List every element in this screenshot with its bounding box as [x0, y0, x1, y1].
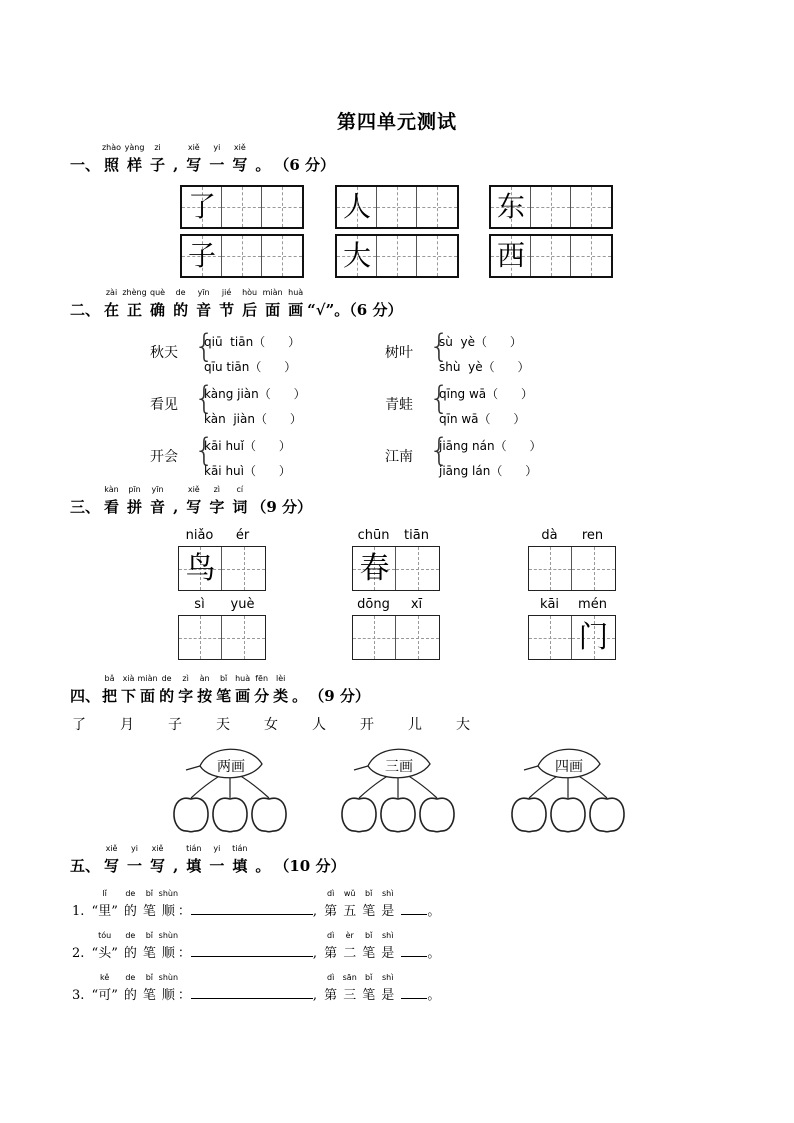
q-char: 三 sān: [342, 973, 357, 1003]
period: 。: [427, 946, 441, 961]
pinyin: bǐ: [365, 931, 373, 940]
word-label: 秋天: [150, 345, 178, 361]
pinyin: shùn: [158, 889, 179, 898]
pinyin: chūn: [357, 528, 390, 543]
answer-blank[interactable]: [191, 902, 313, 915]
q-char: 笔 bǐ: [142, 973, 156, 1003]
heading-char: 正 zhèng: [122, 288, 147, 319]
word-label: 看见: [150, 397, 178, 413]
pinyin: tián: [186, 844, 202, 853]
pinyin: huà: [288, 288, 304, 297]
apple[interactable]: [590, 798, 624, 832]
heading-char: 面 miàn: [137, 674, 158, 705]
q-char: “头” tóu: [91, 931, 118, 961]
apple[interactable]: [551, 798, 585, 832]
heading-char: 子 zi: [150, 143, 166, 174]
pinyin: ren: [581, 528, 604, 543]
q-char: 顺 shùn: [158, 931, 179, 961]
pinyin: cí: [236, 485, 244, 494]
sample-char: 了: [187, 190, 216, 223]
pinyin: zài: [105, 288, 118, 297]
writing-grid[interactable]: [528, 615, 616, 660]
answer-blank[interactable]: [191, 944, 313, 957]
q-char: 顺 shùn: [158, 889, 179, 919]
q-char: 笔 bǐ: [142, 931, 156, 961]
writing-grid[interactable]: [489, 185, 613, 229]
brace: {: [429, 327, 450, 365]
char: 了: [72, 717, 86, 733]
pinyin: lǐ: [102, 889, 107, 898]
apple-tree: [342, 749, 454, 832]
heading-char: 分 fēn: [254, 674, 270, 705]
char: 大: [456, 717, 470, 733]
section-number: 四、: [70, 687, 101, 705]
heading-char: 样 yàng: [124, 143, 145, 174]
char: 天: [216, 717, 230, 733]
pinyin: mén: [578, 597, 607, 612]
pinyin: dà: [541, 528, 558, 543]
writing-grid[interactable]: [178, 546, 266, 591]
brace: {: [429, 431, 450, 469]
pinyin: de: [175, 288, 186, 297]
pinyin: shì: [381, 973, 394, 982]
fill-line: [72, 973, 441, 1003]
colon: ：: [177, 946, 191, 961]
q-char: 笔 bǐ: [142, 889, 156, 919]
heading-char: 的 de: [173, 288, 189, 319]
heading-char: 面 miàn: [262, 288, 283, 319]
pinyin: zhèng: [122, 288, 147, 297]
pinyin: àn: [199, 674, 210, 683]
pinyin: tián: [232, 844, 248, 853]
word-label: 开会: [150, 449, 178, 465]
pinyin: dì: [327, 973, 335, 982]
leaf-stalk: [524, 766, 538, 770]
q-char: 是 shì: [381, 973, 395, 1003]
heading-char: 按 àn: [197, 674, 213, 705]
brace: {: [194, 327, 215, 365]
pinyin: zhào: [101, 143, 122, 152]
q-char: 笔 bǐ: [362, 889, 376, 919]
section-number: 五、: [70, 857, 101, 875]
char: 儿: [408, 717, 422, 733]
pinyin: pīn: [128, 485, 141, 494]
word-label: 青蛙: [385, 397, 413, 413]
pinyin: fēn: [255, 674, 269, 683]
page-title: 第四单元测试: [336, 111, 457, 133]
pinyin: bǐ: [145, 973, 154, 982]
q-char: 笔 bǐ: [362, 973, 376, 1003]
heading-char: 音 yīn: [196, 288, 212, 319]
comma: ,: [312, 904, 322, 919]
heading-char: 看 kàn: [104, 485, 120, 516]
pinyin: hòu: [242, 288, 258, 297]
pinyin: yi: [213, 143, 221, 152]
pinyin: xiě: [233, 143, 246, 152]
pinyin: yi: [213, 844, 221, 853]
pinyin: miàn: [262, 288, 283, 297]
section-number: 三、: [70, 498, 101, 516]
pinyin-option[interactable]: kàn jiàn（ ）: [204, 412, 302, 426]
pinyin-option[interactable]: qīn wā（ ）: [439, 412, 526, 426]
pinyin: kàn: [104, 485, 119, 494]
apple[interactable]: [342, 798, 376, 832]
heading-char: 在 zài: [104, 288, 120, 319]
section-number: 二、: [70, 301, 101, 319]
heading-char: 音 yīn: [150, 485, 166, 516]
pinyin-option[interactable]: qīng wā（ ）: [439, 387, 534, 401]
writing-grid[interactable]: [335, 234, 459, 278]
sample-char: 人: [342, 190, 371, 223]
char: 人: [312, 717, 326, 733]
pinyin: xiě: [151, 844, 164, 853]
heading-char: 画 huà: [235, 674, 251, 705]
writing-grid[interactable]: [352, 615, 440, 660]
apple-trees: [0, 740, 794, 835]
brace: {: [194, 379, 215, 417]
leaf-stalk: [186, 766, 200, 770]
pinyin-option[interactable]: kàng jiàn（ ）: [204, 387, 306, 401]
apple[interactable]: [381, 798, 415, 832]
pinyin-option[interactable]: shù yè（ ）: [439, 360, 530, 374]
fill-line: [72, 931, 441, 961]
sample-char: 东: [496, 190, 525, 223]
pinyin: bǐ: [365, 973, 373, 982]
pinyin: shì: [381, 931, 394, 940]
section-5-heading: [70, 844, 346, 876]
word-label: 江南: [385, 449, 413, 465]
heading-char: 写 xiě: [150, 844, 166, 875]
q-char: 第 dì: [324, 889, 338, 919]
fill-line: [72, 889, 441, 919]
answer-blank[interactable]: [401, 944, 427, 957]
heading-char: 笔 bǐ: [216, 674, 232, 705]
pinyin: niǎo: [185, 528, 214, 543]
apple[interactable]: [174, 798, 208, 832]
line-number: 2.: [72, 946, 89, 961]
writing-grid[interactable]: [528, 546, 616, 591]
char: 子: [168, 717, 182, 733]
pinyin: dì: [327, 931, 335, 940]
heading-text: [100, 844, 274, 875]
heading-char: 后 hòu: [242, 288, 258, 319]
pinyin: zì: [182, 674, 189, 683]
pinyin: bǐ: [145, 889, 154, 898]
writing-grid[interactable]: [178, 615, 266, 660]
heading-char: 下 xià: [121, 674, 137, 705]
writing-grid[interactable]: [180, 234, 304, 278]
heading-char: 写 xiě: [186, 143, 202, 174]
heading-text: [100, 288, 307, 319]
pinyin-option[interactable]: sù yè（ ）: [439, 335, 522, 349]
pinyin: yuè: [230, 597, 255, 612]
pinyin: xiě: [187, 485, 200, 494]
q-char: 二 èr: [343, 931, 357, 961]
pinyin: lèi: [275, 674, 286, 683]
pinyin: zì: [213, 485, 221, 494]
score: （9 分）: [251, 498, 313, 516]
period: 。: [427, 988, 441, 1003]
pinyin: jié: [221, 288, 232, 297]
pinyin: xī: [410, 597, 423, 612]
writing-grid[interactable]: [335, 185, 459, 229]
pinyin-option[interactable]: qīu tiān（ ）: [204, 360, 297, 374]
heading-char: 类 lèi: [273, 674, 289, 705]
heading-char: 字 zì: [178, 674, 194, 705]
pinyin-option[interactable]: kāi huǐ（ ）: [204, 439, 291, 453]
colon: ：: [177, 904, 191, 919]
pinyin: shì: [381, 889, 394, 898]
q-char: 第 dì: [324, 931, 338, 961]
char: 月: [120, 717, 134, 733]
section-3-heading: [70, 485, 313, 517]
sample-char: 鸟: [185, 551, 216, 586]
apple[interactable]: [512, 798, 546, 832]
q-char: 第 dì: [324, 973, 338, 1003]
line-number: 1.: [72, 904, 89, 919]
pinyin: de: [125, 889, 136, 898]
q-char: “可” kě: [91, 973, 118, 1003]
pinyin: bǎ: [104, 674, 115, 683]
sample-char: 西: [496, 239, 525, 272]
pinyin: kě: [100, 973, 110, 982]
q-char: 是 shì: [381, 931, 395, 961]
brace: {: [429, 379, 450, 417]
q-char: 五 wǔ: [343, 889, 357, 919]
heading-char: 照 zhào: [101, 143, 122, 174]
character-list: [72, 714, 504, 734]
pinyin: yīn: [197, 288, 210, 297]
leaf-label: 四画: [555, 759, 583, 775]
writing-grid[interactable]: [352, 546, 440, 591]
brace: {: [194, 431, 215, 469]
pinyin: shùn: [158, 931, 179, 940]
pinyin-option[interactable]: kāi huì（ ）: [204, 464, 291, 478]
heading-text: [100, 674, 309, 705]
apple-tree: [512, 749, 624, 832]
leaf-label: 三画: [385, 759, 413, 775]
pinyin: què: [150, 288, 166, 297]
heading-char: 确 què: [150, 288, 166, 319]
heading-char: 字 zì: [209, 485, 225, 516]
pinyin: sān: [342, 973, 357, 982]
section-2-heading: [70, 288, 403, 320]
word-label: 树叶: [385, 345, 413, 361]
sample-char: 大: [342, 239, 371, 272]
apple[interactable]: [420, 798, 454, 832]
pinyin: xià: [122, 674, 135, 683]
heading-text: [100, 143, 274, 174]
heading-char: 。: [255, 857, 271, 875]
q-char: 笔 bǐ: [362, 931, 376, 961]
check-mark: “√”: [307, 301, 335, 319]
pinyin: kāi: [539, 597, 560, 612]
answer-blank[interactable]: [401, 986, 427, 999]
pinyin: de: [125, 973, 136, 982]
pinyin: shùn: [158, 973, 179, 982]
colon: ：: [177, 988, 191, 1003]
apple[interactable]: [252, 798, 286, 832]
heading-char: 填 tián: [232, 844, 248, 875]
q-char: 顺 shùn: [158, 973, 179, 1003]
writing-grid[interactable]: [489, 234, 613, 278]
writing-grid[interactable]: [180, 185, 304, 229]
pinyin: zi: [154, 143, 161, 152]
char: 女: [264, 717, 278, 733]
pinyin: ér: [235, 528, 250, 543]
comma: ,: [312, 946, 322, 961]
char: 开: [360, 717, 374, 733]
pinyin: bǐ: [145, 931, 154, 940]
heading-char: ,: [173, 156, 179, 174]
pinyin: dōng: [357, 597, 390, 612]
pinyin: de: [125, 931, 136, 940]
score: 。（6 分）: [334, 301, 403, 319]
apple[interactable]: [213, 798, 247, 832]
heading-char: ,: [173, 498, 179, 516]
score: （9 分）: [309, 687, 370, 705]
sample-char: 门: [578, 620, 609, 655]
pinyin: dì: [327, 889, 335, 898]
q-char: 的 de: [123, 889, 137, 919]
sample-char: 子: [187, 239, 216, 272]
section-number: 一、: [70, 156, 101, 174]
pinyin: xiě: [105, 844, 118, 853]
heading-char: 词 cí: [232, 485, 248, 516]
q-char: “里” lǐ: [91, 889, 118, 919]
heading-char: 的 de: [159, 674, 175, 705]
pinyin: huà: [235, 674, 251, 683]
pinyin: èr: [345, 931, 354, 940]
heading-char: ,: [173, 857, 179, 875]
pinyin: tiān: [404, 528, 429, 543]
q-char: 的 de: [123, 973, 137, 1003]
pinyin-option[interactable]: jiāng nán（ ）: [439, 439, 542, 453]
pinyin: de: [161, 674, 172, 683]
pinyin: xiě: [187, 143, 200, 152]
section-1-heading: [70, 143, 336, 175]
heading-text: [100, 485, 251, 516]
heading-char: 。: [292, 687, 308, 705]
heading-char: 画 huà: [288, 288, 304, 319]
leaf-label: 两画: [217, 759, 245, 775]
answer-blank[interactable]: [401, 902, 427, 915]
heading-char: 节 jié: [219, 288, 235, 319]
pinyin: yi: [131, 844, 139, 853]
pinyin: wǔ: [343, 889, 356, 898]
period: 。: [427, 904, 441, 919]
heading-char: 把 bǎ: [102, 674, 118, 705]
pinyin-option[interactable]: qiū tiān（ ）: [204, 335, 301, 349]
heading-char: 写 xiě: [104, 844, 120, 875]
heading-char: 拼 pīn: [127, 485, 143, 516]
pinyin: tóu: [98, 931, 112, 940]
heading-char: 写 xiě: [186, 485, 202, 516]
heading-char: 填 tián: [186, 844, 202, 875]
apple-tree: [174, 749, 286, 832]
heading-char: 一 yi: [209, 143, 225, 174]
line-number: 3.: [72, 988, 89, 1003]
pinyin: yàng: [124, 143, 145, 152]
pinyin-option[interactable]: jiāng lán（ ）: [439, 464, 538, 478]
answer-blank[interactable]: [191, 986, 313, 999]
heading-char: 一 yi: [209, 844, 225, 875]
q-char: 是 shì: [381, 889, 395, 919]
leaf-stalk: [354, 766, 368, 770]
pinyin: miàn: [137, 674, 158, 683]
pinyin: sì: [194, 597, 205, 612]
score: （6 分）: [274, 156, 336, 174]
q-char: 的 de: [123, 931, 137, 961]
sample-char: 春: [359, 551, 390, 586]
pinyin: yīn: [151, 485, 164, 494]
heading-char: 。: [255, 156, 271, 174]
section-4-heading: [70, 674, 370, 706]
comma: ,: [312, 988, 322, 1003]
score: （10 分）: [274, 857, 346, 875]
pinyin: bǐ: [365, 889, 373, 898]
heading-char: 写 xiě: [232, 143, 248, 174]
pinyin: bǐ: [219, 674, 228, 683]
heading-char: 一 yi: [127, 844, 143, 875]
